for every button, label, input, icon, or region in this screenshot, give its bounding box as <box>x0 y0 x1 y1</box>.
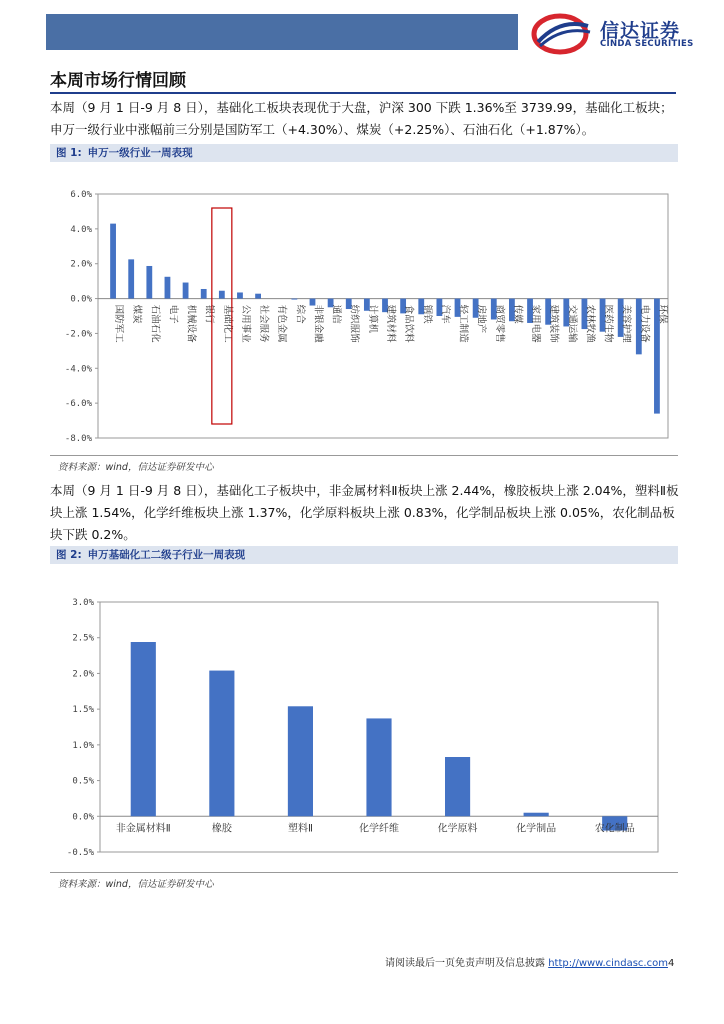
figure-1-title: 申万一级行业一周表现 <box>87 147 193 159</box>
category-label: 电力设备 <box>638 304 650 343</box>
logo-en-text: CINDA SECURITIES <box>600 39 694 49</box>
figure-2-bottom-rule <box>50 872 678 873</box>
figure-2-label: 图 2: <box>56 549 82 561</box>
category-label: 化学原料 <box>437 823 478 835</box>
category-label: 轻工制造 <box>457 304 469 343</box>
category-label: 家用电器 <box>530 304 542 343</box>
summary-paragraph-2: 本周（9 月 1 日-9 月 8 日），基础化工子板块中，非金属材料Ⅱ板块上涨 2.44%，橡胶板块上涨 2.04%，塑料Ⅱ板块上涨 1.54%，化学纤维板块上涨 1.37%，化学原料板块上涨 0.83%，化学制品板块上涨 0.05%，农化制品板块下跌 0.2%。 <box>50 483 679 542</box>
bar <box>445 757 470 816</box>
bar <box>288 706 313 816</box>
footer-disclaimer: 请阅读最后一页免责声明及信息披露 <box>385 958 549 969</box>
chemical-subsector-chart <box>50 582 678 872</box>
category-label: 农林牧渔 <box>584 304 596 343</box>
y-tick-label: 2.0% <box>72 669 94 680</box>
category-label: 基础化工 <box>221 304 233 343</box>
category-label: 交通运输 <box>566 304 578 343</box>
category-label: 纺织服饰 <box>348 304 360 343</box>
category-label: 商贸零售 <box>493 304 505 343</box>
bar <box>524 813 549 817</box>
y-tick-label: -4.0% <box>64 364 92 375</box>
bar <box>255 294 261 299</box>
y-tick-label: 2.0% <box>70 259 92 270</box>
figure-2-caption <box>50 546 678 564</box>
category-label: 传媒 <box>511 304 523 324</box>
category-label: 社会服务 <box>258 304 270 343</box>
category-label: 塑料Ⅱ <box>287 823 313 835</box>
y-tick-label: -8.0% <box>64 434 92 444</box>
figure-1-label: 图 1: <box>56 147 82 159</box>
footer-link[interactable]: http://www.cindasc.com <box>548 958 668 969</box>
bar <box>146 266 152 299</box>
header-band <box>46 14 518 50</box>
y-tick-label: 0.5% <box>72 776 94 787</box>
category-label: 房地产 <box>475 304 487 334</box>
category-label: 通信 <box>330 304 342 324</box>
category-label: 计算机 <box>366 304 378 334</box>
bar <box>201 289 207 299</box>
category-label: 食品饮料 <box>403 304 415 343</box>
figure-1-caption <box>50 144 678 162</box>
category-label: 电子 <box>167 304 179 324</box>
figure-1-bottom-rule <box>50 455 678 456</box>
category-label: 建筑材料 <box>385 304 396 343</box>
category-label: 环保 <box>656 304 668 324</box>
industry-weekly-chart <box>50 164 678 454</box>
bar <box>366 718 391 816</box>
logo-cn-text: 信达证券 <box>600 20 681 42</box>
y-tick-label: -6.0% <box>64 399 92 410</box>
y-tick-label: 4.0% <box>70 224 92 235</box>
category-label: 机械设备 <box>185 304 197 343</box>
y-tick-label: 2.5% <box>72 633 94 644</box>
bar <box>110 224 116 299</box>
bar <box>131 642 156 816</box>
bar <box>291 299 297 300</box>
title-divider <box>50 92 676 94</box>
figure-2-source: 资料来源：wind，信达证券研发中心 <box>58 879 214 890</box>
figure-1-source: 资料来源：wind，信达证券研发中心 <box>58 462 214 473</box>
section-title: 本周市场行情回顾 <box>50 71 186 91</box>
category-label: 美容护理 <box>620 304 632 343</box>
footer <box>385 954 674 969</box>
bar <box>128 259 134 298</box>
bar <box>183 283 189 299</box>
category-label: 综合 <box>294 304 306 324</box>
category-label: 国防军工 <box>113 304 125 343</box>
category-label: 农化制品 <box>594 823 635 835</box>
y-tick-label: -2.0% <box>64 329 92 340</box>
bar <box>165 277 171 299</box>
category-label: 煤炭 <box>131 304 143 324</box>
category-label: 石油石化 <box>149 304 161 343</box>
figure-2-title: 申万基础化工二级子行业一周表现 <box>87 549 246 561</box>
category-label: 有色金属 <box>276 304 288 343</box>
category-label: 非银金融 <box>312 304 324 343</box>
page-number: 4 <box>667 958 675 969</box>
category-label: 建筑装饰 <box>548 304 560 343</box>
y-tick-label: 0.0% <box>72 812 94 823</box>
category-label: 公用事业 <box>239 304 251 343</box>
category-label: 非金属材料Ⅱ <box>115 823 171 835</box>
category-label: 银行 <box>203 304 215 324</box>
y-tick-label: 0.0% <box>70 294 92 305</box>
category-label: 医药生物 <box>602 304 614 343</box>
y-tick-label: 1.0% <box>72 740 94 751</box>
category-label: 化学纤维 <box>359 823 399 835</box>
bar <box>209 671 234 817</box>
category-label: 橡胶 <box>211 823 232 835</box>
y-tick-label: -0.5% <box>66 848 94 858</box>
summary-paragraph-1: 本周（9 月 1 日-9 月 8 日），基础化工板块表现优于大盘，沪深 300 下跌 1.36%至 3739.99，基础化工板块；申万一级行业中涨幅前三分别是国防军工（+4.30%）、煤炭（+2.25%）、石油石化（+1.87%）。 <box>50 100 673 137</box>
y-tick-label: 1.5% <box>72 705 94 716</box>
y-tick-label: 3.0% <box>72 598 94 608</box>
bar <box>219 291 225 299</box>
cinda-logo-icon <box>530 12 594 56</box>
bar <box>237 292 243 298</box>
category-label: 钢铁 <box>421 304 433 324</box>
y-tick-label: 6.0% <box>70 190 92 200</box>
cinda-logo <box>530 12 710 56</box>
category-label: 汽车 <box>439 304 451 324</box>
category-label: 化学制品 <box>516 823 557 835</box>
